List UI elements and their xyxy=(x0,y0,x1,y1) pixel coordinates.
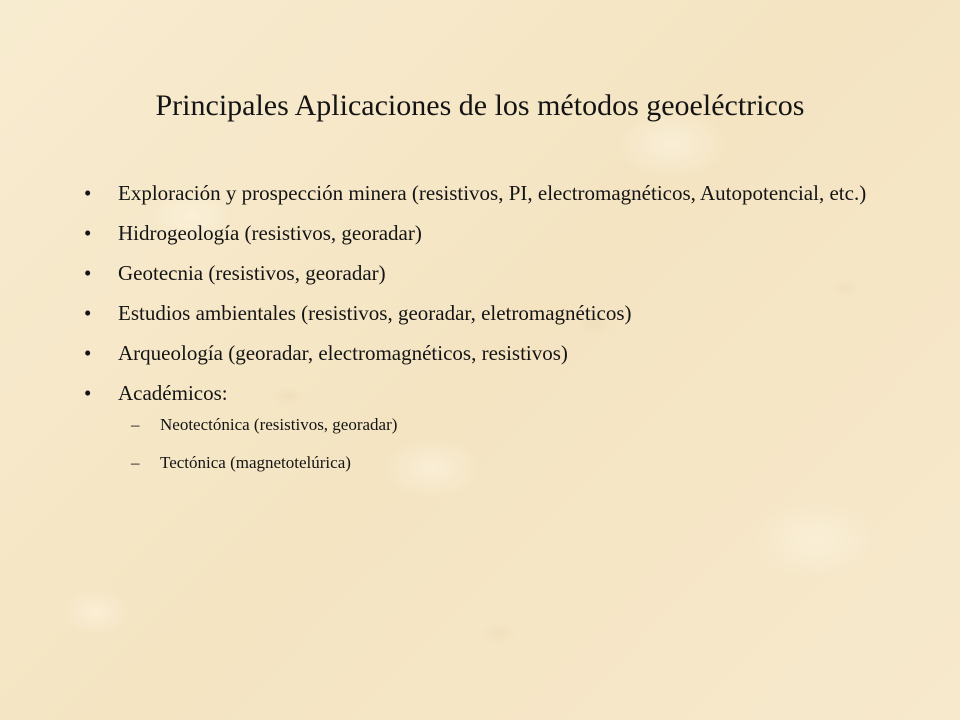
bullet-marker: • xyxy=(84,341,92,365)
bullet-item xyxy=(84,378,884,474)
bullet-marker: • xyxy=(84,301,92,325)
slide-title: Principales Aplicaciones de los métodos geoeléctricos xyxy=(155,89,805,122)
bullet-item xyxy=(84,258,884,288)
sub-bullet-list xyxy=(118,414,884,474)
bullet-text: Académicos: xyxy=(118,381,228,405)
bullet-item xyxy=(84,178,884,208)
bullet-text: Exploración y prospección minera (resistivos, PI, electromagnéticos, Autopotencial, etc.) xyxy=(118,181,867,205)
bullet-list xyxy=(84,178,884,490)
sub-bullet-item xyxy=(118,452,884,474)
bullet-text: Geotecnia (resistivos, georadar) xyxy=(118,261,386,285)
bullet-text: Arqueología (georadar, electromagnéticos, resistivos) xyxy=(118,341,568,365)
sub-bullet-marker: – xyxy=(131,415,140,434)
sub-bullet-text: Tectónica (magnetotelúrica) xyxy=(160,453,351,472)
bullet-marker: • xyxy=(84,381,92,405)
bullet-marker: • xyxy=(84,261,92,285)
bullet-item xyxy=(84,218,884,248)
sub-bullet-marker: – xyxy=(131,453,140,472)
bullet-text: Hidrogeología (resistivos, georadar) xyxy=(118,221,422,245)
bullet-text: Estudios ambientales (resistivos, georadar, eletromagnéticos) xyxy=(118,301,632,325)
bullet-item xyxy=(84,338,884,368)
bullet-item xyxy=(84,298,884,328)
sub-bullet-item xyxy=(118,414,884,436)
bullet-marker: • xyxy=(84,221,92,245)
sub-bullet-text: Neotectónica (resistivos, georadar) xyxy=(160,415,398,434)
bullet-marker: • xyxy=(84,181,92,205)
